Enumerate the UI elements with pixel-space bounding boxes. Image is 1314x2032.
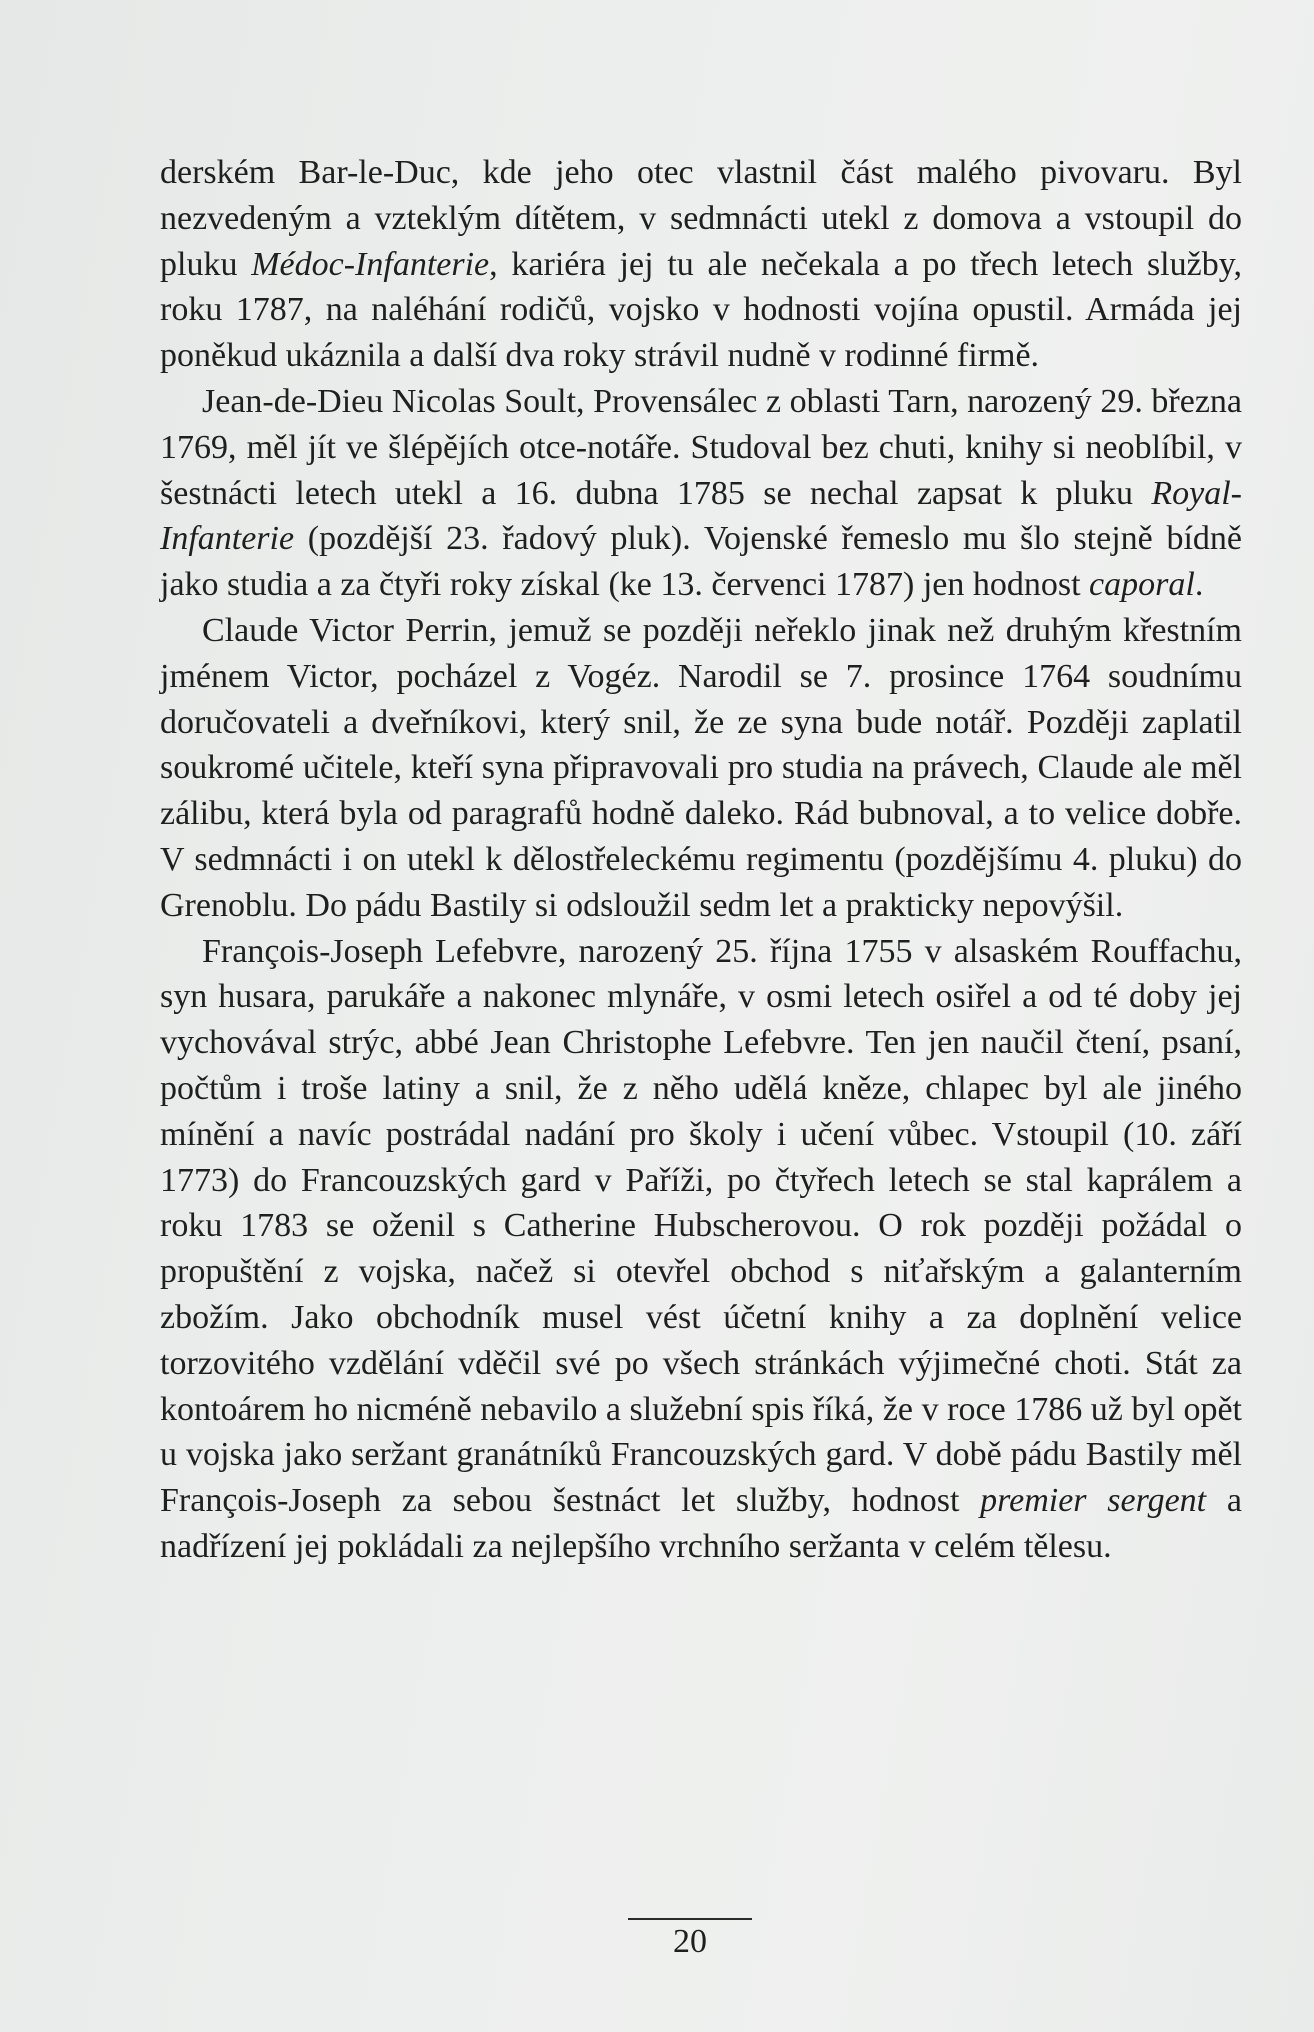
paragraph xyxy=(160,379,1242,608)
paragraph xyxy=(160,929,1242,1570)
paragraph-text: a nadřízení jej pokládali za nejlepšího vrchního seržanta v celém tělesu. xyxy=(160,1482,1242,1565)
italic-term: Médoc-Infanterie xyxy=(251,245,490,283)
italic-term: Royal-Infanterie xyxy=(160,474,1242,558)
paragraph-text: derském Bar-le-Duc, kde jeho otec vlastnil část malého pivovaru. Byl nezvedeným a vzteklým dítětem, v sedmnácti utekl z domova a vstoupil do pluku xyxy=(160,154,1242,283)
paragraph-text: (pozdější 23. řadový pluk). Vojenské řemeslo mu šlo stejně bídně jako studia a za čtyři roky získal (ke 13. červenci 1787) jen hodnost xyxy=(160,520,1242,604)
paragraph-text: Claude Victor Perrin, jemuž se později neřeklo jinak než druhým křestním jménem Victor, pocházel z Vogéz. Narodil se 7. prosince 1764 soudnímu doručovateli a dveřníkovi, který snil, že ze syna bude notář. Později zaplatil soukromé učitele, kteří syna připravovali pro studia na právech, Claude ale měl zálibu, která byla od paragrafů hodně daleko. Rád bubnoval, a to velice dobře. V sedmnácti i on utekl k dělostřeleckému regimentu (pozdějšímu 4. pluku) do Grenoblu. Do pádu Bastily si odsloužil sedm let a prakticky nepovýšil. xyxy=(160,611,1242,924)
page-number-rule xyxy=(628,1918,752,1920)
paragraph xyxy=(160,608,1242,929)
paragraph-text: , kariéra jej tu ale nečekala a po třech letech služby, roku 1787, na naléhání rodičů, vojsko v hodnosti vojína opustil. Armáda jej poněkud ukáznila a další dva roky strávil nudně v rodinné firmě. xyxy=(160,245,1242,375)
italic-term: premier sergent xyxy=(980,1482,1207,1520)
paragraph-text: Jean-de-Dieu Nicolas Soult, Provensálec z oblasti Tarn, narozený 29. března 1769, měl jít ve šlépějích otce-notáře. Studoval bez chuti, knihy si neoblíbil, v šestnácti letech utekl a 16. dubna 1785 se nechal zapsat k pluku xyxy=(160,382,1242,512)
paragraph-text: . xyxy=(1194,566,1204,604)
italic-term: caporal xyxy=(1089,566,1195,604)
paragraph xyxy=(160,150,1242,379)
page-number: 20 xyxy=(673,1923,707,1960)
body-text xyxy=(160,150,1242,1570)
paragraph-text: François-Joseph Lefebvre, narozený 25. října 1755 v alsaském Rouffachu, syn husara, parukáře a nakonec mlynáře, v osmi letech osiřel a od té doby jej vychovával strýc, abbé Jean Christophe Lefebvre. Ten jen naučil čtení, psaní, počtům i troše latiny a snil, že z něho udělá kněze, chlapec byl ale jiného mínění a navíc postrádal nadání pro školy i učení vůbec. Vstoupil (10. září 1773) do Francouzských gard v Paříži, po čtyřech letech se stal kaprálem a roku 1783 se oženil s Catherine Hubscherovou. O rok později požádal o propuštění z vojska, načež si otevřel obchod s niťařským a galanterním zbožím. Jako obchodník musel vést účetní knihy a za doplnění velice torzovitého vzdělání vděčil své po všech stránkách výjimečné choti. Stát za kontoárem ho nicméně nebavilo a služební spis říká, že v roce 1786 už byl opět u vojska jako seržant granátníků Francouzských gard. V době pádu Bastily měl François-Joseph za sebou šestnáct let služby, hodnost xyxy=(160,932,1242,1520)
